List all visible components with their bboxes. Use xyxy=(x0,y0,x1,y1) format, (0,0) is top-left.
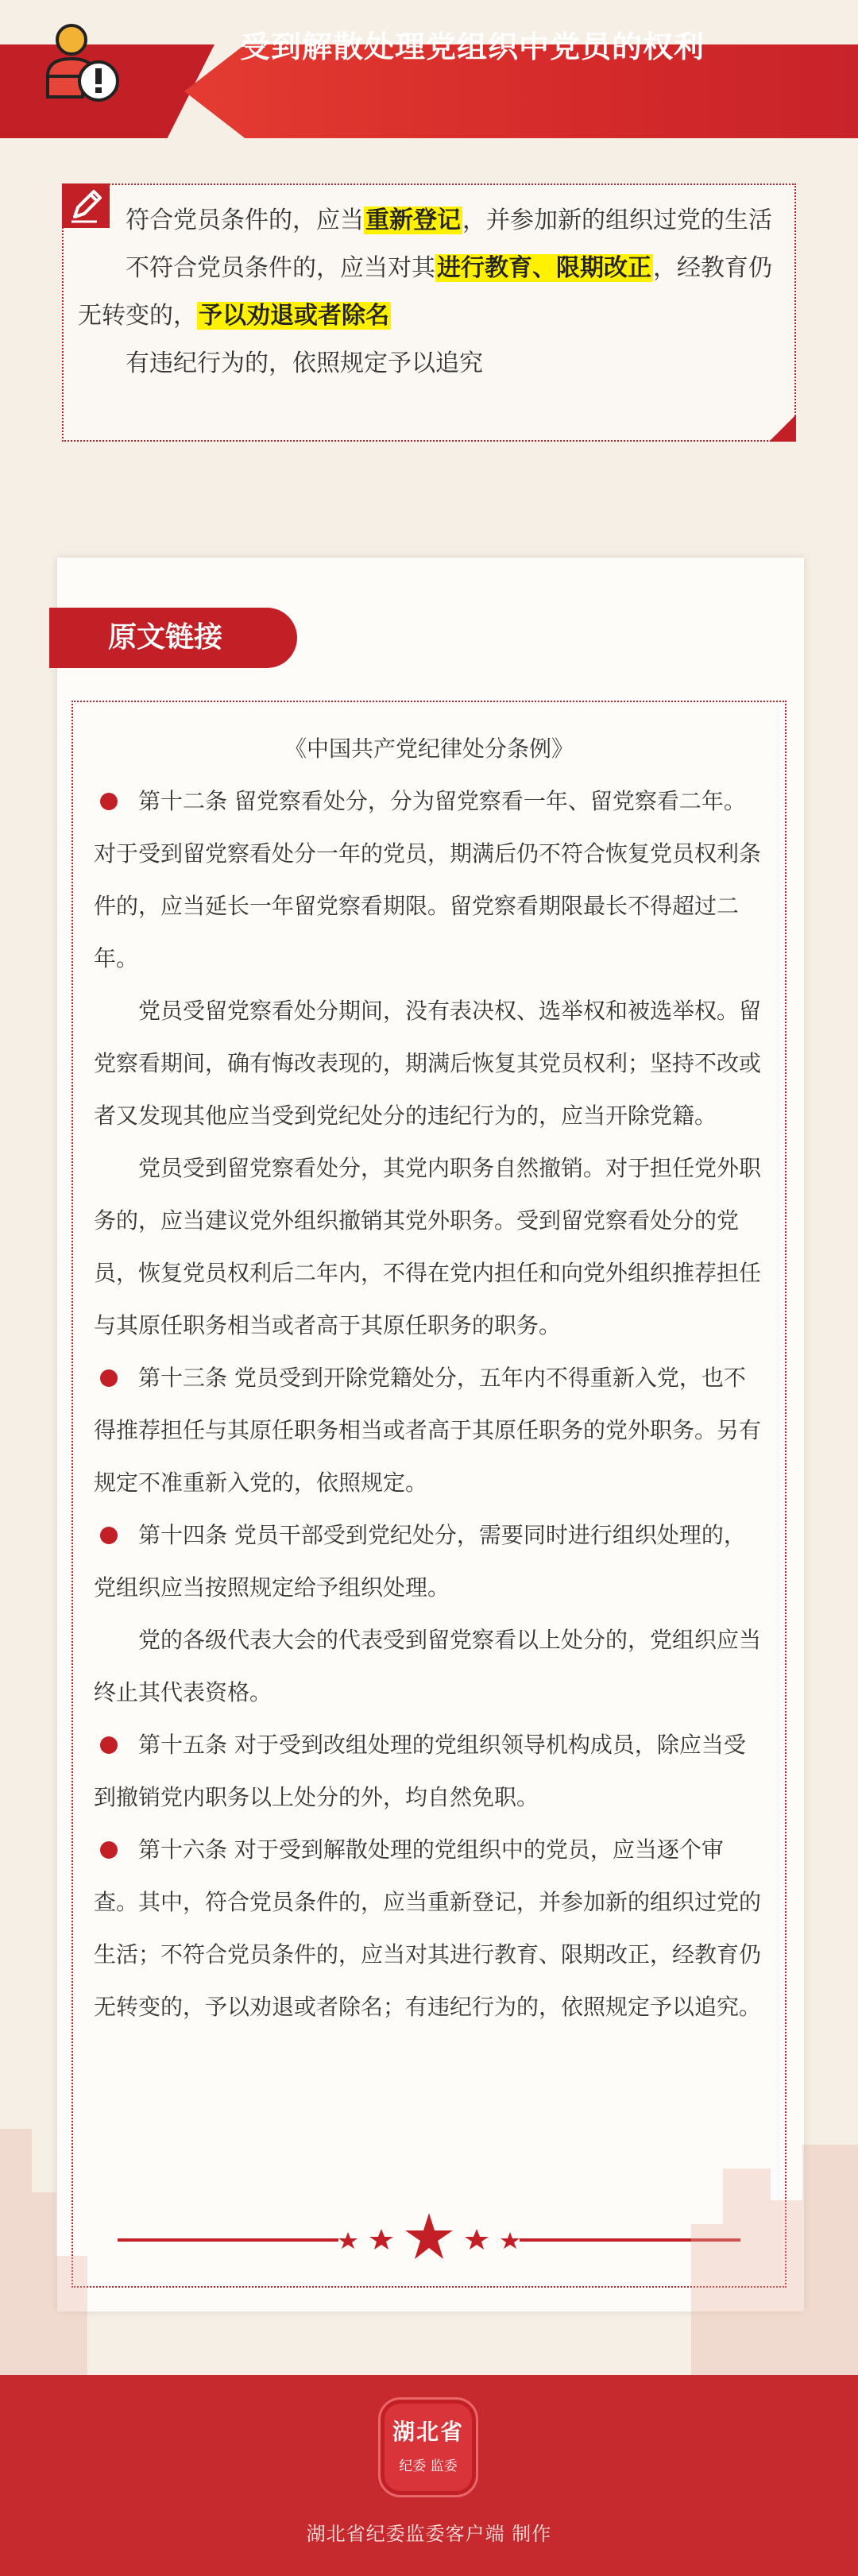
summary-text xyxy=(78,197,785,388)
highlight-dismissal: 予以劝退或者除名 xyxy=(199,302,389,330)
highlight-reregister: 重新登记 xyxy=(365,207,461,234)
section-tab-label: 原文链接 xyxy=(108,621,223,654)
article-text: 第十六条 对于受到解散处理的党组织中的党员，应当逐个审查。其中，符合党员条件的，应当重新登记，并参加新的组织过党的生活；不符合党员条件的，应当对其进行教育、限期改正，经教育仍无转变的，予以劝退或者除名；有违纪行为的，依照规定予以追究。 xyxy=(94,1836,762,2020)
article-clause xyxy=(94,1352,764,1509)
article-text: 第十三条 党员受到开除党籍处分，五年内不得重新入党，也不得推荐担任与其原任职务相当或者高于其原任职务的党外职务。另有规定不准重新入党的，依照规定。 xyxy=(94,1365,762,1496)
article-body xyxy=(94,723,764,2033)
hubei-seal-logo xyxy=(378,2397,478,2497)
footer-credit: 湖北省纪委监委客户端 制作 xyxy=(306,2523,552,2545)
highlight-education: 进行教育、限期改正 xyxy=(437,254,651,282)
article-paragraphs xyxy=(94,775,764,2033)
summary-text-segment: ，经教育仍无转变的， xyxy=(78,254,772,330)
article-clause xyxy=(94,1719,764,1824)
article-text: 党员受到留党察看处分，其党内职务自然撤销。对于担任党外职务的，应当建议党外组织撤销其党外职务。受到留党察看处分的党员，恢复党员权利后二年内，不得在党内担任和向党外组织推荐担任与其原任职务相当或者高于其原任职务的职务。 xyxy=(94,1155,762,1338)
seal-title: 湖北省 xyxy=(392,2419,464,2445)
bullet-dot-icon xyxy=(100,1736,118,1754)
summary-line-3: 有违纪行为的，依照规定予以追究 xyxy=(126,350,483,377)
article-clause xyxy=(94,1824,764,2033)
page-title: 受到解散处理党组织中党员的权利 xyxy=(240,29,705,64)
city-skyline-decoration xyxy=(0,2097,858,2375)
seal-subtitle: 纪委 监委 xyxy=(399,2458,458,2474)
summary-text-segment: 不符合党员条件的，应当对其 xyxy=(126,254,435,282)
article-text: 党的各级代表大会的代表受到留党察看以上处分的，党组织应当终止其代表资格。 xyxy=(94,1627,762,1705)
article-paragraph xyxy=(94,985,764,1142)
article-paragraph xyxy=(94,1142,764,1352)
summary-text-segment: ，并参加新的组织过党的生活 xyxy=(462,207,772,234)
bullet-dot-icon xyxy=(100,1369,118,1387)
article-text: 第十五条 对于受到改组处理的党组织领导机构成员，除应当受到撤销党内职务以上处分的外，均自然免职。 xyxy=(94,1732,746,1810)
article-paragraph xyxy=(94,1614,764,1719)
article-text: 党员受留党察看处分期间，没有表决权、选举权和被选举权。留党察看期间，确有悔改表现的，期满后恢复其党员权利；坚持不改或者又发现其他应当受到党纪处分的违纪行为的，应当开除党籍。 xyxy=(94,998,762,1129)
person-alert-icon xyxy=(41,17,129,105)
summary-line-1 xyxy=(78,197,785,245)
bullet-dot-icon xyxy=(100,1527,118,1544)
bullet-dot-icon xyxy=(100,793,118,810)
article-clause xyxy=(94,775,764,985)
summary-text-segment: 符合党员条件的，应当 xyxy=(126,207,364,234)
bullet-dot-icon xyxy=(100,1841,118,1859)
article-text: 第十二条 留党察看处分，分为留党察看一年、留党察看二年。对于受到留党察看处分一年的党员，期满后仍不符合恢复党员权利条件的，应当延长一年留党察看期限。留党察看期限最长不得超过二年。 xyxy=(94,788,762,971)
summary-line-2 xyxy=(78,245,785,340)
law-title: 《中国共产党纪律处分条例》 xyxy=(284,736,574,762)
article-text: 第十四条 党员干部受到党纪处分，需要同时进行组织处理的，党组织应当按照规定给予组织处理。 xyxy=(94,1522,746,1601)
article-clause xyxy=(94,1509,764,1614)
